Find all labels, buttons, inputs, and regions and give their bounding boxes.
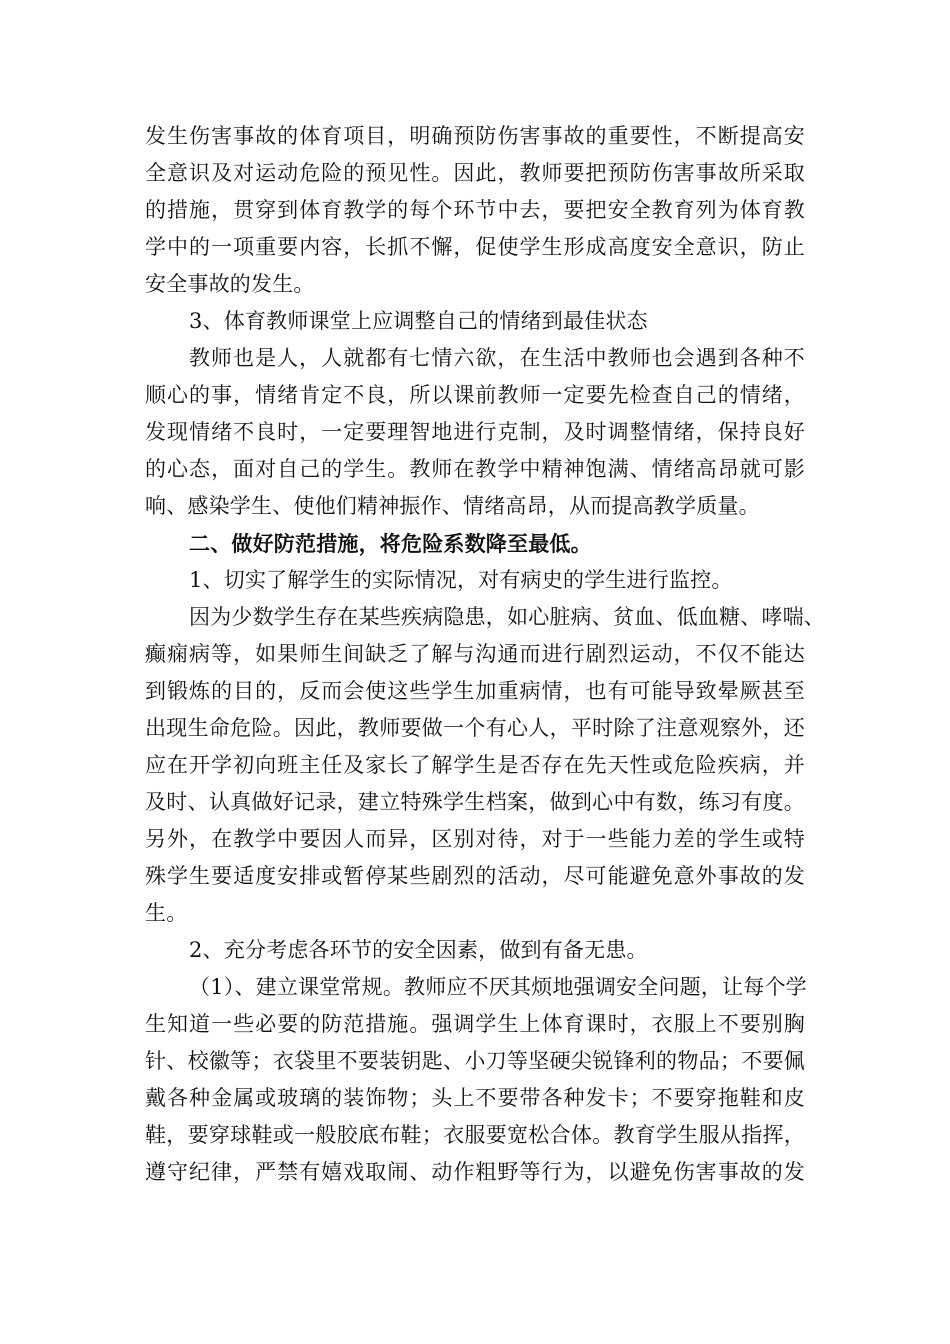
text-line: 的心态，面对自己的学生。教师在教学中精神饱满、情绪高昂就可影 <box>145 457 805 481</box>
text-line: 鞋，要穿球鞋或一般胶底布鞋；衣服要宽松合体。教育学生服从指挥， <box>145 1123 805 1147</box>
text-line: 因为少数学生存在某些疾病隐患，如心脏病、贫血、低血糖、哮喘、 <box>189 605 825 629</box>
text-line: 发生伤害事故的体育项目，明确预防伤害事故的重要性，不断提高安 <box>145 124 805 148</box>
section-heading: 1、切实了解学生的实际情况，对有病史的学生进行监控。 <box>189 568 733 592</box>
document-page <box>145 118 825 1191</box>
text-line: 癫痫病等，如果师生间缺乏了解与沟通而进行剧烈运动，不仅不能达 <box>145 642 805 666</box>
text-line: 响、感染学生、使他们精神振作、情绪高昂，从而提高教学质量。 <box>145 494 760 518</box>
text-line: 的措施，贯穿到体育教学的每个环节中去，要把安全教育列为体育教 <box>145 198 805 222</box>
text-line: 遵守纪律，严禁有嬉戏取闹、动作粗野等行为，以避免伤害事故的发 <box>145 1160 805 1184</box>
chapter-heading: 二、做好防范措施，将危险系数降至最低。 <box>189 531 592 556</box>
section-heading: 2、充分考虑各环节的安全因素，做到有备无患。 <box>189 938 648 962</box>
text-line: 殊学生要适度安排或暂停某些剧烈的活动，尽可能避免意外事故的发 <box>145 864 805 888</box>
text-line: 发现情绪不良时，一定要理智地进行克制，及时调整情绪，保持良好 <box>145 420 805 444</box>
text-line: 生。 <box>145 901 188 925</box>
text-line: 到锻炼的目的，反而会使这些学生加重病情，也有可能导致晕厥甚至 <box>145 679 805 703</box>
text-line: 学中的一项重要内容，长抓不懈，促使学生形成高度安全意识，防止 <box>145 235 805 259</box>
text-line: 另外，在教学中要因人而异，区别对待，对于一些能力差的学生或特 <box>145 827 805 851</box>
text-line: 生知道一些必要的防范措施。强调学生上体育课时，衣服上不要别胸 <box>145 1012 805 1036</box>
text-line: 出现生命危险。因此，教师要做一个有心人，平时除了注意观察外，还 <box>145 716 805 740</box>
text-line: 教师也是人，人就都有七情六欲，在生活中教师也会遇到各种不 <box>189 346 805 370</box>
text-line: 戴各种金属或玻璃的装饰物；头上不要带各种发卡；不要穿拖鞋和皮 <box>145 1086 805 1110</box>
text-line: 顺心的事，情绪肯定不良，所以课前教师一定要先检查自己的情绪， <box>145 383 805 407</box>
text-line: 安全事故的发生。 <box>145 272 315 296</box>
text-line: 应在开学初向班主任及家长了解学生是否存在先天性或危险疾病，并 <box>145 753 805 777</box>
section-heading: 3、体育教师课堂上应调整自己的情绪到最佳状态 <box>189 309 648 333</box>
text-line: 针、校徽等；衣袋里不要装钥匙、小刀等坚硬尖锐锋利的物品；不要佩 <box>145 1049 805 1073</box>
text-line: 全意识及对运动危险的预见性。因此，教师要把预防伤害事故所采取 <box>145 161 805 185</box>
text-line: （1）、建立课堂常规。教师应不厌其烦地强调安全问题，让每个学 <box>189 975 807 999</box>
text-line: 及时、认真做好记录，建立特殊学生档案，做到心中有数，练习有度。 <box>145 790 805 814</box>
